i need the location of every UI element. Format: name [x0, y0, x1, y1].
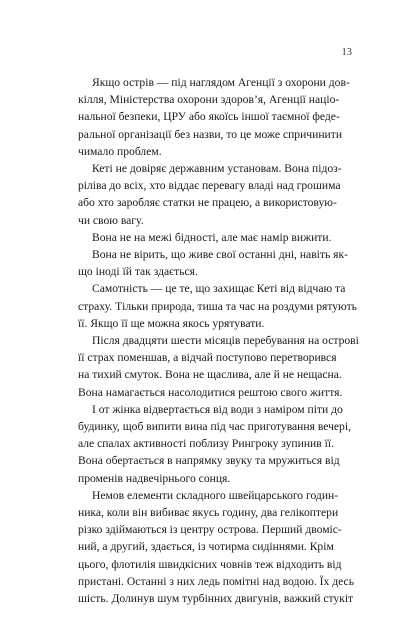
- text-line: або хто заробляє статки не працею, а використовую-: [78, 196, 337, 210]
- paragraph: [78, 160, 342, 229]
- text-line: пристані. Останні з них ледь помітні над водою. Їх десь: [78, 574, 354, 588]
- body-text: [78, 74, 359, 607]
- paragraph: [78, 487, 354, 607]
- paragraph: [78, 401, 351, 487]
- text-line: нальної безпеки, ЦРУ або якоїсь іншої таємної феде-: [78, 110, 340, 124]
- text-line: ника, коли він вибиває якусь годину, два гелікоптери: [78, 506, 339, 520]
- text-line: на тихий смуток. Вона не щаслива, але й не нещасна.: [78, 368, 342, 382]
- text-line: ний, а другий, здається, із чотирма сидіннями. Крім: [78, 540, 334, 554]
- text-line: що іноді їй так здається.: [78, 265, 198, 279]
- text-line: І от жінка відвертається від води з наміром піти до: [92, 402, 343, 416]
- text-line: Вона обертається в напрямку звуку та мружиться від: [78, 454, 340, 468]
- text-line: цього, флотилія швидкісних човнів теж відходить від: [78, 557, 342, 571]
- text-line: Кеті не довіряє державним установам. Вона підоз-: [92, 162, 342, 176]
- page-number: 13: [341, 47, 352, 58]
- text-line: Вона не вірить, що живе свої останні дні, навіть як-: [92, 248, 348, 262]
- paragraph: [78, 246, 348, 280]
- text-line: ріліва до всіх, хто віддає перевагу владі над грошима: [78, 179, 341, 193]
- text-line: Вона не на межі бідності, але має намір вижити.: [92, 230, 332, 244]
- text-line: ральної організації без назви, то це може спричинити: [78, 127, 343, 141]
- text-line: будинку, щоб випити вина під час приготування вечері,: [78, 420, 351, 434]
- text-line: Немов елементи складного швейцарського годин-: [92, 488, 339, 502]
- text-line: Якщо острів — під наглядом Агенції з охорони дов-: [92, 76, 350, 89]
- text-line: чи свою вагу.: [78, 213, 144, 227]
- text-line: кілля, Міністерства охорони здоров’я, Агенції націо-: [78, 93, 340, 107]
- text-line: її. Якщо її ще можна якось урятувати.: [78, 316, 265, 330]
- paragraph: [78, 280, 357, 332]
- text-line: але спалах активності поблизу Рингроку зупинив її.: [78, 437, 334, 451]
- text-line: променів надвечірнього сонця.: [78, 471, 231, 485]
- text-line: різко здіймаються із центру острова. Перший двоміс-: [78, 523, 342, 537]
- paragraph: [78, 332, 359, 401]
- text-line: Вона намагається насолодитися рештою свого життя.: [78, 385, 343, 399]
- text-line: її страх поменшав, а відчай поступово перетворився: [78, 351, 337, 365]
- paragraph: [78, 229, 332, 246]
- text-line: чимало проблем.: [78, 144, 162, 158]
- text-line: Самотність — це те, що захищає Кеті від відчаю та: [92, 282, 346, 296]
- text-line: Після двадцяти шести місяців перебування на острові: [92, 334, 359, 348]
- text-line: шість. Долинув шум турбінних двигунів, важкий стукіт: [78, 592, 354, 606]
- text-line: страху. Тільки природа, тиша та час на роздуми рятують: [78, 299, 357, 313]
- paragraph: [78, 74, 350, 160]
